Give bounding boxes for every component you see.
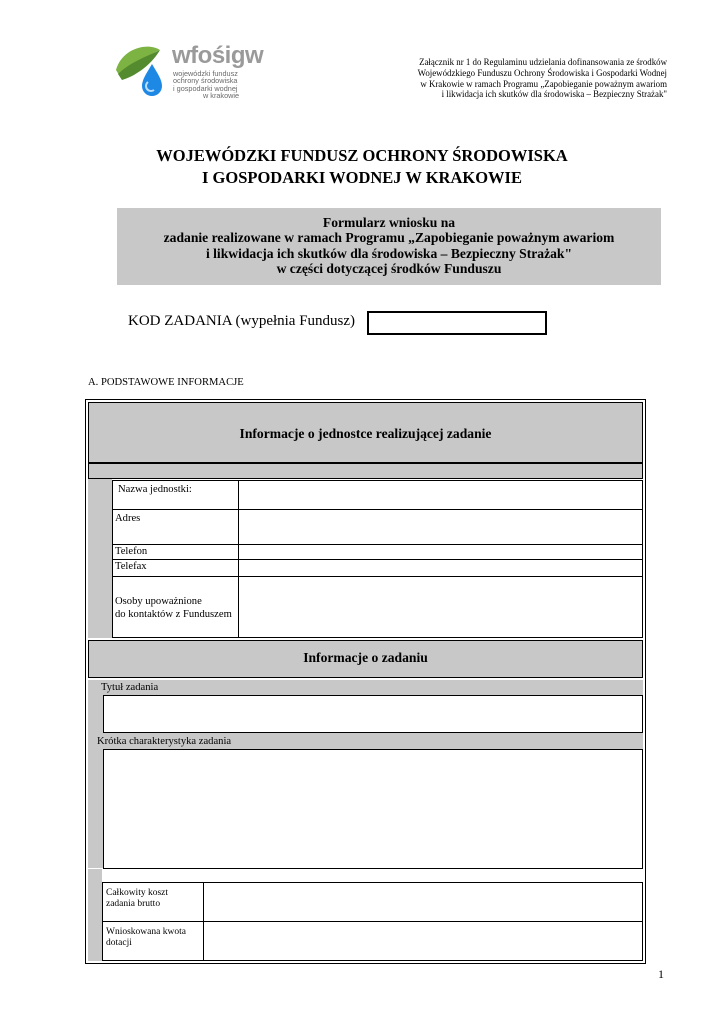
task-title-input[interactable] [103, 695, 643, 733]
logo-subtitle: wojewódzki fundusz ochrony środowiska i gospodarki wodnej w krakowie [173, 69, 240, 101]
task-section-header [88, 640, 643, 678]
separator-band [88, 463, 643, 479]
annex-note: Załącznik nr 1 do Regulaminu udzielania dofinansowania ze środków Wojewódzkiego Funduszu Ochrony Środowiska i Gospodarki Wodnej w Krakowie w ramach Programu „Zapobieganie poważnym awariom i likwidacja ich skutków dla środowiska – Bezpieczny Strażak" [417, 57, 667, 100]
description-input[interactable] [103, 749, 643, 869]
unit-section-header [88, 402, 643, 463]
form-table [85, 399, 646, 964]
section-a-heading: A. PODSTAWOWE INFORMACJE [88, 377, 244, 388]
amounts-margin-strip [88, 869, 102, 961]
requested-amount-input[interactable] [203, 921, 643, 961]
form-banner: Formularz wniosku na zadanie realizowane w ramach Programu „Zapobieganie poważnym awariom i likwidacja ich skutków dla środowiska – Bezpieczny Strażak" w części dotyczącej środków Funduszu [117, 208, 661, 285]
address-label: Adres [112, 509, 239, 545]
task-code-field[interactable] [367, 311, 547, 335]
page-title: WOJEWÓDZKI FUNDUSZ OCHRONY ŚRODOWISKA I GOSPODARKI WODNEJ W KRAKOWIE [156, 146, 568, 187]
unit-section-title: Informacje o jednostce realizującej zadanie [239, 426, 492, 441]
contacts-input[interactable] [238, 576, 643, 638]
page-number: 1 [658, 967, 664, 981]
phone-label: Telefon [112, 544, 239, 560]
unit-name-label: Nazwa jednostki: [112, 480, 239, 510]
task-section-title: Informacje o zadaniu [303, 650, 428, 665]
contacts-label: Osoby upoważnione do kontaktów z Funduszem [112, 576, 239, 638]
task-title-label: Tytuł zadania [101, 682, 159, 693]
requested-amount-label: Wnioskowana kwota dotacji [102, 921, 204, 961]
total-cost-input[interactable] [203, 882, 643, 922]
task-code-label: KOD ZADANIA (wypełnia Fundusz) [128, 313, 356, 329]
description-label: Krótka charakterystyka zadania [97, 736, 232, 747]
total-cost-label: Całkowity koszt zadania brutto [102, 882, 204, 922]
fax-label: Telefax [112, 559, 239, 577]
logo-brand: wfośigw [172, 42, 264, 69]
phone-input[interactable] [238, 544, 643, 560]
unit-name-input[interactable] [238, 480, 643, 510]
address-input[interactable] [238, 509, 643, 545]
left-margin-strip [88, 479, 112, 638]
fax-input[interactable] [238, 559, 643, 577]
